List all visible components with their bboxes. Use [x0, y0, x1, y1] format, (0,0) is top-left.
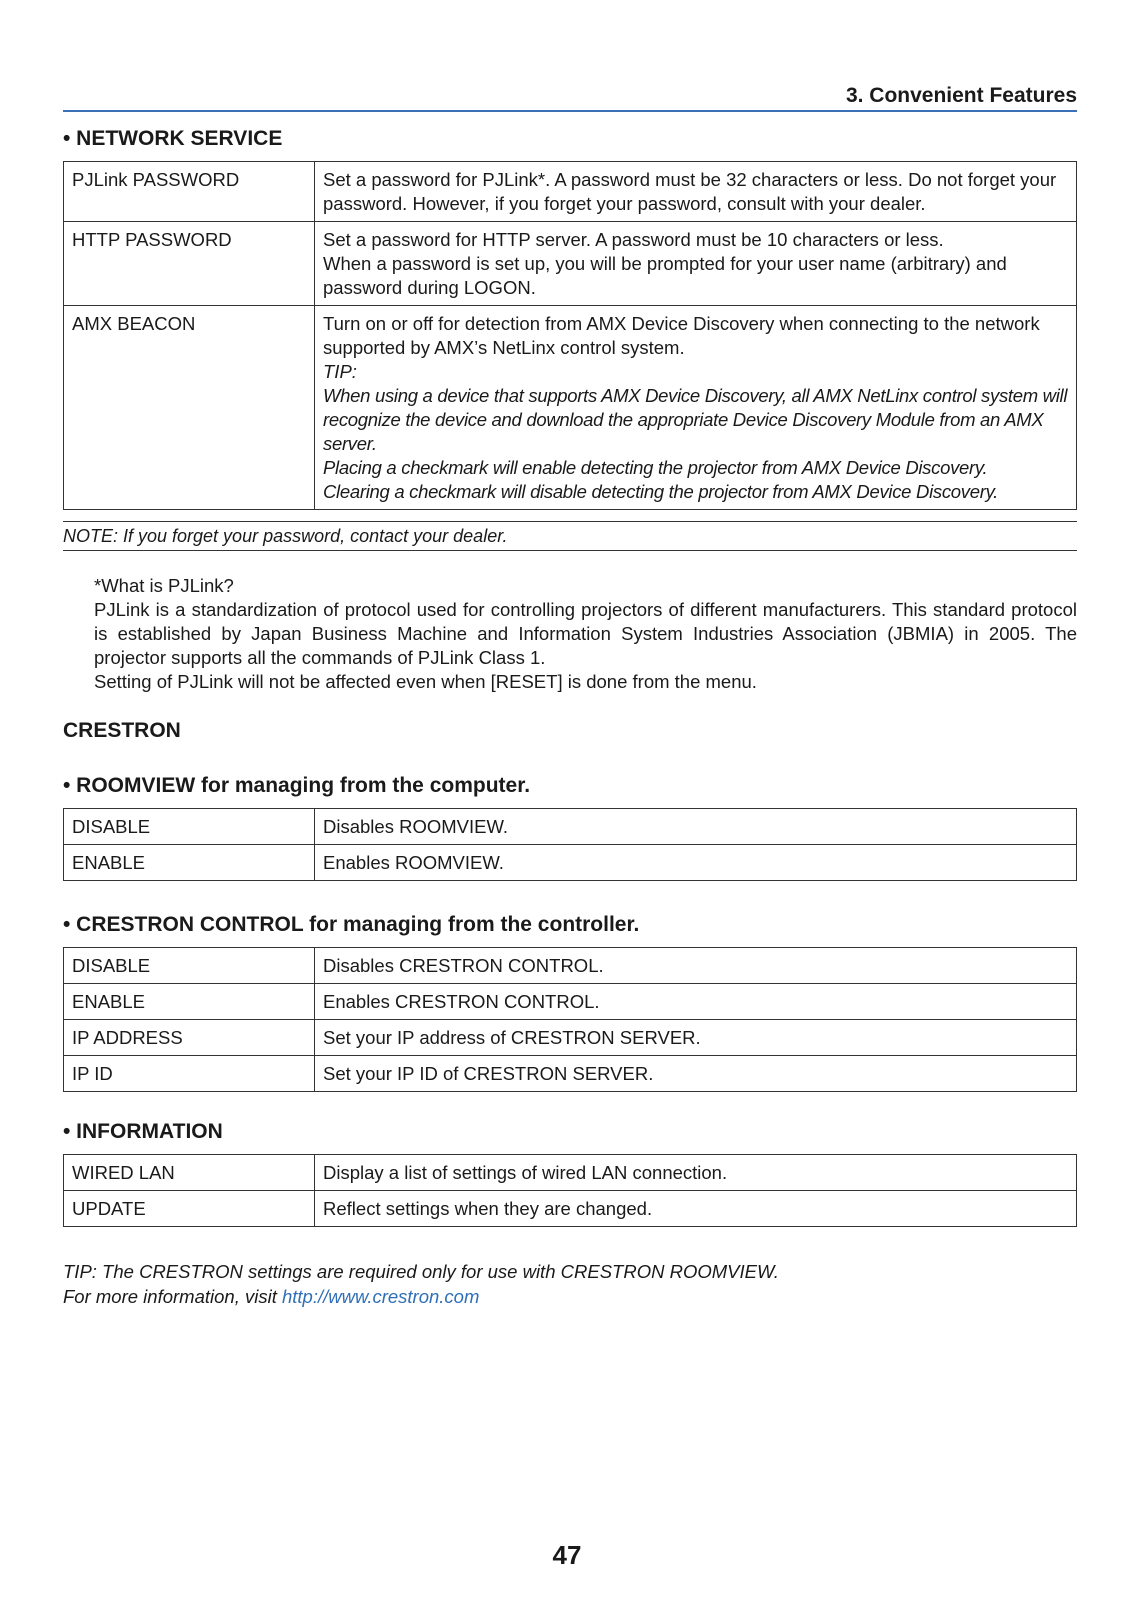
- roomview-heading: • ROOMVIEW for managing from the computer.: [63, 774, 531, 797]
- setting-name: HTTP PASSWORD: [64, 222, 315, 306]
- information-table: [63, 1154, 1077, 1227]
- network-service-heading: • NETWORK SERVICE: [63, 127, 283, 150]
- crestron-tip-line: [63, 1284, 1077, 1309]
- setting-description: Disables ROOMVIEW.: [315, 809, 1077, 845]
- table-row: [64, 1155, 1077, 1191]
- table-row: [64, 1020, 1077, 1056]
- setting-name: AMX BEACON: [64, 306, 315, 510]
- pjlink-question: *What is PJLink?: [94, 575, 234, 596]
- setting-name: WIRED LAN: [64, 1155, 315, 1191]
- table-row: [64, 809, 1077, 845]
- setting-description: [315, 306, 1077, 510]
- pjlink-paragraph: PJLink is a standardization of protocol used for controlling projectors of different manufacturers. This standard protocol is established by Japan Business Machine and Information System Industries Association (JBMIA) in 2005. The projector supports all the commands of PJLink Class 1.: [94, 599, 1077, 668]
- setting-name: DISABLE: [64, 948, 315, 984]
- pjlink-reset-note: Setting of PJLink will not be affected even when [RESET] is done from the menu.: [94, 671, 757, 692]
- crestron-tip-prefix: For more information, visit: [63, 1286, 282, 1307]
- table-row: [64, 1191, 1077, 1227]
- crestron-tip: [63, 1259, 1077, 1309]
- chapter-title: 3. Convenient Features: [845, 84, 1077, 107]
- setting-description: Display a list of settings of wired LAN connection.: [315, 1155, 1077, 1191]
- setting-description: Enables ROOMVIEW.: [315, 845, 1077, 881]
- table-row: [64, 984, 1077, 1020]
- description-line: Set a password for HTTP server. A password must be 10 characters or less.: [323, 229, 944, 250]
- tip-line: Clearing a checkmark will disable detecting the projector from AMX Device Discovery.: [323, 481, 998, 502]
- table-row: [64, 845, 1077, 881]
- setting-name: DISABLE: [64, 809, 315, 845]
- crestron-control-table: [63, 947, 1077, 1092]
- table-row: [64, 1056, 1077, 1092]
- crestron-tip-line: TIP: The CRESTRON settings are required only for use with CRESTRON ROOMVIEW.: [63, 1261, 779, 1282]
- setting-description: Enables CRESTRON CONTROL.: [315, 984, 1077, 1020]
- information-heading: • INFORMATION: [63, 1120, 223, 1143]
- setting-description: [315, 162, 1077, 222]
- setting-name: IP ADDRESS: [64, 1020, 315, 1056]
- setting-name: IP ID: [64, 1056, 315, 1092]
- setting-name: ENABLE: [64, 845, 315, 881]
- tip-line: Placing a checkmark will enable detecting the projector from AMX Device Discovery.: [323, 457, 988, 478]
- setting-description: Set your IP address of CRESTRON SERVER.: [315, 1020, 1077, 1056]
- setting-name: ENABLE: [64, 984, 315, 1020]
- table-row: [64, 948, 1077, 984]
- table-row: [64, 162, 1077, 222]
- setting-description: [315, 222, 1077, 306]
- header-rule: [63, 110, 1077, 112]
- page-number: 47: [552, 1540, 582, 1570]
- setting-description: Disables CRESTRON CONTROL.: [315, 948, 1077, 984]
- setting-description: Reflect settings when they are changed.: [315, 1191, 1077, 1227]
- setting-description: Set your IP ID of CRESTRON SERVER.: [315, 1056, 1077, 1092]
- table-row: [64, 306, 1077, 510]
- setting-name: PJLink PASSWORD: [64, 162, 315, 222]
- network-service-table: [63, 161, 1077, 510]
- description-line: Turn on or off for detection from AMX Device Discovery when connecting to the network supported by AMX’s NetLinx control system.: [323, 313, 1040, 358]
- tip-label: TIP:: [323, 361, 357, 382]
- password-note: NOTE: If you forget your password, contact your dealer.: [63, 521, 1077, 551]
- description-line: When a password is set up, you will be prompted for your user name (arbitrary) and password during LOGON.: [323, 253, 1007, 298]
- setting-name: UPDATE: [64, 1191, 315, 1227]
- crestron-website-link[interactable]: http://www.crestron.com: [281, 1286, 480, 1307]
- roomview-table: [63, 808, 1077, 881]
- pjlink-explanation: [94, 574, 1077, 694]
- table-row: [64, 222, 1077, 306]
- tip-line: When using a device that supports AMX Device Discovery, all AMX NetLinx control system will recognize the device and download the appropriate Device Discovery Module from an AMX server.: [323, 385, 1068, 454]
- description-line: Set a password for PJLink*. A password must be 32 characters or less. Do not forget your password. However, if you forget your password, consult with your dealer.: [323, 169, 1057, 214]
- crestron-control-heading: • CRESTRON CONTROL for managing from the controller.: [63, 913, 640, 936]
- crestron-heading: CRESTRON: [63, 719, 181, 742]
